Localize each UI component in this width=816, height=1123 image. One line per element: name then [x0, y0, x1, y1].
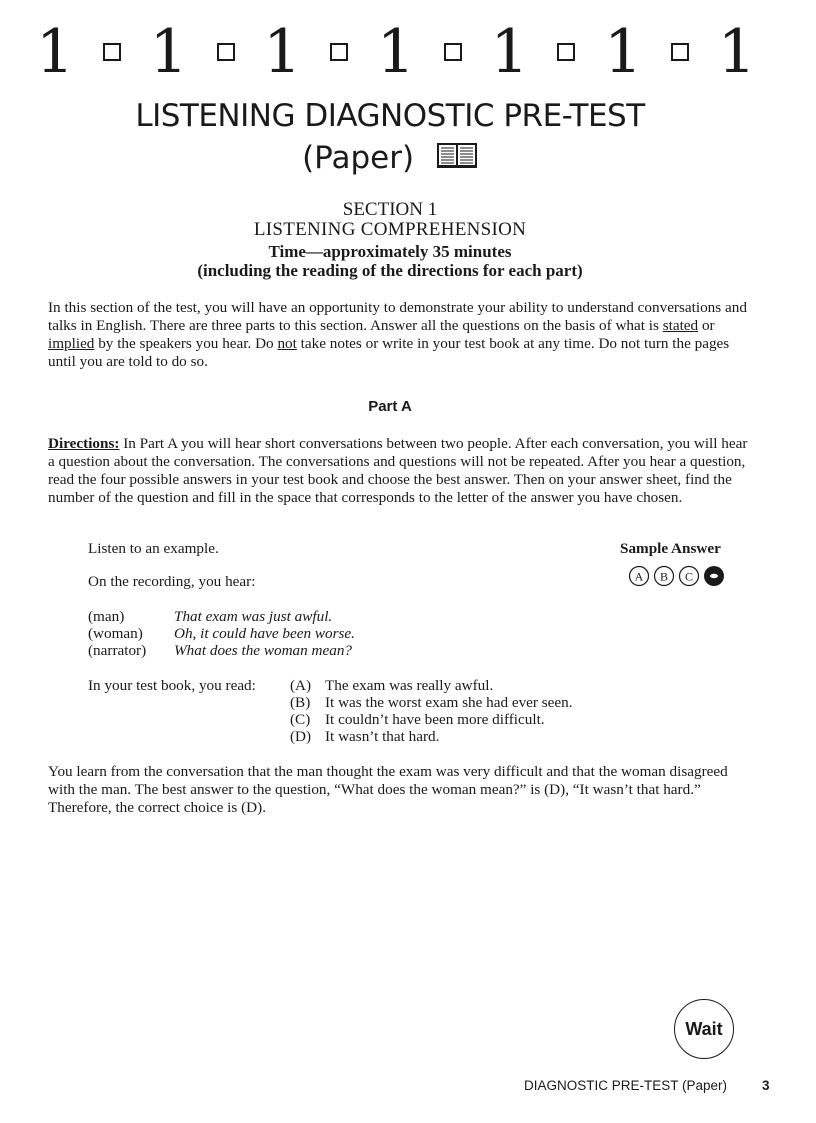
- conclusion-paragraph: You learn from the conversation that the man thought the exam was very difficult and that the woman disagreed with the man. The best answer to the question, “What does the woman mean?” is (D), “It wasn’t that hard.” Therefore, the correct choice is (D).: [48, 763, 728, 816]
- banner-digit: 1: [490, 17, 529, 87]
- square-icon: [444, 43, 462, 61]
- option-letter: (C): [290, 711, 311, 728]
- sample-answer-label: Sample Answer: [620, 540, 721, 557]
- directions-text: In Part A you will hear short conversations between two people. After each conversation, you will hear a question about the conversation. The conversations and questions will not be repeated. After you hear a question, read the four possible answers in your test book and choose the best answer. Then on your answer sheet, find the number of the question and fill in the space that corresponds to the letter of the answer you have chosen.: [48, 435, 748, 506]
- speaker-label: (man): [88, 608, 125, 625]
- directions-paragraph: [48, 435, 748, 507]
- part-a-heading: Part A: [368, 398, 412, 415]
- option-letter: (D): [290, 728, 312, 745]
- square-icon: [557, 43, 575, 61]
- book-icon: [436, 142, 478, 170]
- dialogue-line: That exam was just awful.: [174, 608, 333, 625]
- page-subtitle: [0, 140, 780, 176]
- page-number: 3: [762, 1078, 770, 1093]
- square-icon: [103, 43, 121, 61]
- intro-text: In this section of the test, you will have an opportunity to demonstrate your ability to understand conversations and talks in English. There are three parts to this section. Answer all the questions on the basis of what is: [48, 299, 747, 334]
- option-letter: (B): [290, 694, 311, 711]
- not-word: not: [277, 335, 297, 352]
- intro-text: or: [698, 317, 715, 334]
- intro-text: take notes or write in your test book at any time. Do not turn the pages until you are told to do so.: [48, 335, 730, 370]
- recording-label: On the recording, you hear:: [88, 573, 256, 590]
- banner-digit: 1: [36, 17, 75, 87]
- answer-bubbles: [628, 565, 738, 587]
- section-note: (including the reading of the directions for each part): [197, 261, 583, 280]
- section-time: Time—approximately 35 minutes: [268, 242, 512, 261]
- option-text: It couldn’t have been more difficult.: [325, 711, 545, 728]
- test-book-label: In your test book, you read:: [88, 677, 256, 694]
- bubble-c-letter: C: [684, 569, 694, 584]
- square-icon: [217, 43, 235, 61]
- banner-digit: 1: [376, 17, 416, 87]
- square-icon: [671, 43, 689, 61]
- dialogue-line: Oh, it could have been worse.: [174, 625, 355, 642]
- option-text: It wasn’t that hard.: [325, 728, 440, 745]
- banner-digit: 1: [149, 17, 188, 87]
- paper-label: (Paper): [302, 140, 415, 176]
- directions-label: Directions:: [48, 435, 120, 452]
- square-icon: [330, 43, 348, 61]
- header-banner: [36, 17, 756, 87]
- dialogue-line: What does the woman mean?: [174, 642, 353, 659]
- option-text: The exam was really awful.: [325, 677, 494, 694]
- banner-digit: 1: [604, 17, 643, 87]
- option-letter: (A): [290, 677, 312, 694]
- stated-word: stated: [662, 317, 699, 334]
- speaker-label: (narrator): [88, 642, 147, 659]
- listen-example: Listen to an example.: [88, 540, 219, 557]
- speaker-label: (woman): [88, 625, 143, 642]
- section-name: LISTENING COMPREHENSION: [253, 219, 527, 240]
- banner-digit: 1: [717, 17, 756, 87]
- bubble-a-letter: A: [634, 569, 644, 584]
- section-number: SECTION 1: [342, 199, 438, 220]
- option-text: It was the worst exam she had ever seen.: [325, 694, 573, 711]
- intro-paragraph: [48, 299, 748, 371]
- page-title: LISTENING DIAGNOSTIC PRE-TEST: [135, 98, 645, 134]
- banner-digit: 1: [263, 17, 302, 87]
- bubble-b-letter: B: [659, 569, 669, 584]
- intro-text: by the speakers you hear. Do: [94, 335, 278, 352]
- footer-label: DIAGNOSTIC PRE-TEST (Paper): [524, 1078, 728, 1093]
- wait-badge: Wait: [674, 999, 734, 1059]
- implied-word: implied: [48, 335, 95, 352]
